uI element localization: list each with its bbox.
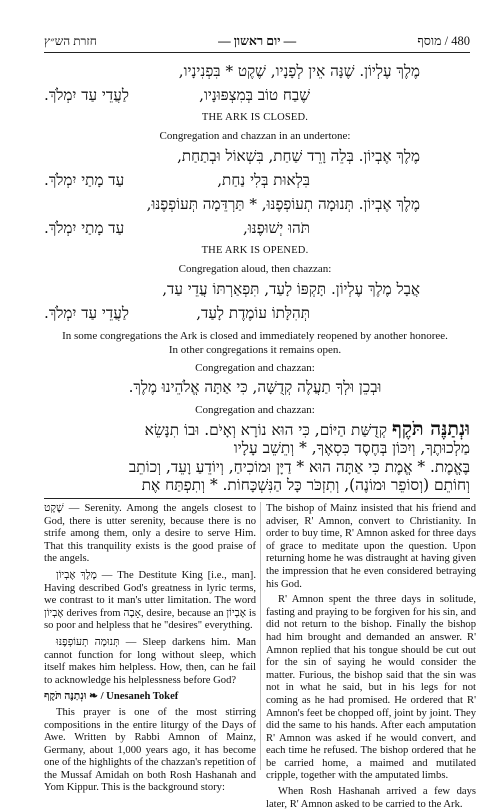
instruction-ark-closed: THE ARK IS CLOSED. xyxy=(201,112,309,123)
story-paragraph: R' Amnon spent the three days in solitude, fasting and praying to be forgiven for his sin, and did not return to the bishop. Finally the bishop had him brought and demanded an answer. R' Amnon replied that his tongue should be cut out for the sin of saying he would consider the matter. Furious, the bishop said that the sin was not in what he said, but in his legs for not coming as he had promised. He ordered that R' Amnon's feet be chopped off, joint by joint. They did the same to his hands. After each amputation R' Amnon was asked if he would convert, and each time he refused. The bishop ordered that he be carried home, a maimed and mutilated cripple, together with the amputated limbs. xyxy=(266,594,476,782)
unesaneh-line: מַלְכוּתֶךָ, וְיִכּוֹן בְּחֶסֶד כִּסְאֶךָ, * וְתֵשֵׁב עָלָיו xyxy=(233,439,470,457)
commentary-sleep: תְּנוּמָה תְעוֹפְפֶנּוּ — Sleep darkens him. Man cannot function for long without sleep, which itself makes him helpless. How, then, can he fail to acknowledge his helplessness before God? xyxy=(44,636,256,686)
column-divider xyxy=(260,502,261,770)
uvchen-line: וּבְכֵן וּלְךָ תַעֲלֶה קְדֻשָּׁה, כִּי אַתָּה אֱלֹהֵינוּ מֶלֶךְ. xyxy=(128,378,382,396)
commentary-unesaneh-intro: This prayer is one of the most stirring compositions in the entire liturgy of the Days of Awe. Written by Rabbi Amnon of Mainz, Germany, about 1,000 years ago, it has become one of the highlights of the chazzan's repetition of the Mussaf Amidah on both Rosh Hashanah and Yom Kippur. This is the background story: xyxy=(44,706,256,794)
prayer-line: תְּהִלָּתוֹ עוֹמֶדֶת לָעַד, xyxy=(196,304,310,322)
commentary-unesaneh-heading: וּנְתַנֶּה תֹּקֶף ❧ / Unesaneh Tokef xyxy=(44,691,179,703)
instruction-cong-chazzan: Congregation and chazzan: xyxy=(195,404,315,416)
unesaneh-line: וְחוֹתֵם (וְסוֹפֵר וּמוֹנֶה), וְתִזְכֹּר כָּל הַנִּשְׁכָּחוֹת. * וְתִפְתַּח אֶת xyxy=(141,476,470,494)
prayer-line: אֲבָל מֶלֶךְ עֶלְיוֹן. תָּקְפּוֹ לָעַד, תִּפְאַרְתּוֹ עֲדֵי עַד, xyxy=(162,280,420,298)
instruction-aloud: Congregation aloud, then chazzan: xyxy=(178,263,332,275)
commentary-right-column xyxy=(266,503,476,811)
commentary-serenity: שֶׁקֶט — Serenity. Among the angels closest to God, there is utter serenity, because there is no strife among them, only a desire to serve Him. That this tranquility exists is the good praise of the angels. xyxy=(44,503,256,565)
prayer-line: שֶׁבַח טוֹב בְּמִצְפּוּנָיו, xyxy=(199,86,310,104)
story-paragraph: When Rosh Hashanah arrived a few days later, R' Amnon asked to be carried to the Ark. xyxy=(266,786,476,810)
commentary-rule xyxy=(44,498,470,499)
header-rule xyxy=(44,52,470,53)
prayer-line: מֶלֶךְ אֶבְיוֹן. בְּלֵה וָרֵד שַׁחַת, בִּשְׁאוֹל וּבְתַחַת, xyxy=(177,147,420,165)
unesaneh-line: קְדֻשַּׁת הַיּוֹם, כִּי הוּא נוֹרָא וְאָיֹם. וּבוֹ תִנָּשֵׂא xyxy=(144,421,387,439)
prayer-line: בִּלְאוּת בְּלִי נַחַת, xyxy=(217,171,310,189)
running-head: חזרת הש״ץ xyxy=(44,33,97,48)
prayer-line: מֶלֶךְ עֶלְיוֹן. שֶׁנָּה אֵין לְפָנָיו, שֶׁקֶט * בִּפְנִינָיו, xyxy=(178,62,420,80)
prayer-line: מֶלֶךְ אֶבְיוֹן. תְּנוּמָה תְעוֹפְפֶנּוּ, * תַּרְדֵּמָה תְּעוֹפְפֶנּוּ, xyxy=(146,195,420,213)
running-header xyxy=(44,32,470,50)
unesaneh-line: בֶּאֱמֶת. * אֱמֶת כִּי אַתָּה הוּא * דַיָּן וּמוֹכִיחַ, וְיוֹדֵעַ וָעֵד, וְכוֹתֵב xyxy=(128,458,470,476)
instruction-undertone: Congregation and chazzan in an undertone: xyxy=(159,130,351,142)
unesaneh-title: וּנְתַנֶּה תֹּקֶף xyxy=(392,418,470,440)
commentary-left-column xyxy=(44,503,256,795)
commentary-destitute-king: מֶלֶךְ אֶבְיוֹן — The Destitute King [i.e., man]. Having described God's greatness in lyric terms, we contrast to it man's utter limitation. The word אֶבְיוֹן derives from אָבָה, desire, because an אֶבְיוֹן is so poor and helpless that he "desires" everything. xyxy=(44,569,256,632)
section-title: — יום ראשון — xyxy=(218,33,297,48)
instruction-cong-chazzan: Congregation and chazzan: xyxy=(195,362,315,374)
prayer-line-refrain: לַעֲדֵי עַד יִמְלֹךְ. xyxy=(44,304,129,322)
prayer-line-refrain: לַעֲדֵי עַד יִמְלֹךְ. xyxy=(44,86,129,104)
instruction-note: In other congregations it remains open. xyxy=(168,344,342,356)
page-number: 480 / מוסף xyxy=(417,33,470,48)
prayer-line-refrain: עַד מָתַי יִמְלֹךְ. xyxy=(44,171,125,189)
prayer-line-refrain: עַד מָתַי יִמְלֹךְ. xyxy=(44,219,125,237)
story-paragraph: The bishop of Mainz insisted that his friend and adviser, R' Amnon, convert to Christianity. In order to buy time, R' Amnon asked for three days of grace to meditate upon the question. Upon returning home he was distraught at having given the impression that he even considered betraying his God. xyxy=(266,503,476,590)
prayer-line: תֹּהוּ יְשׁוּפֶנּוּ, xyxy=(243,219,310,237)
instruction-ark-opened: THE ARK IS OPENED. xyxy=(201,245,309,256)
instruction-note: In some congregations the Ark is closed and immediately reopened by another honoree. xyxy=(62,330,448,342)
unesaneh-first-line xyxy=(145,418,470,441)
